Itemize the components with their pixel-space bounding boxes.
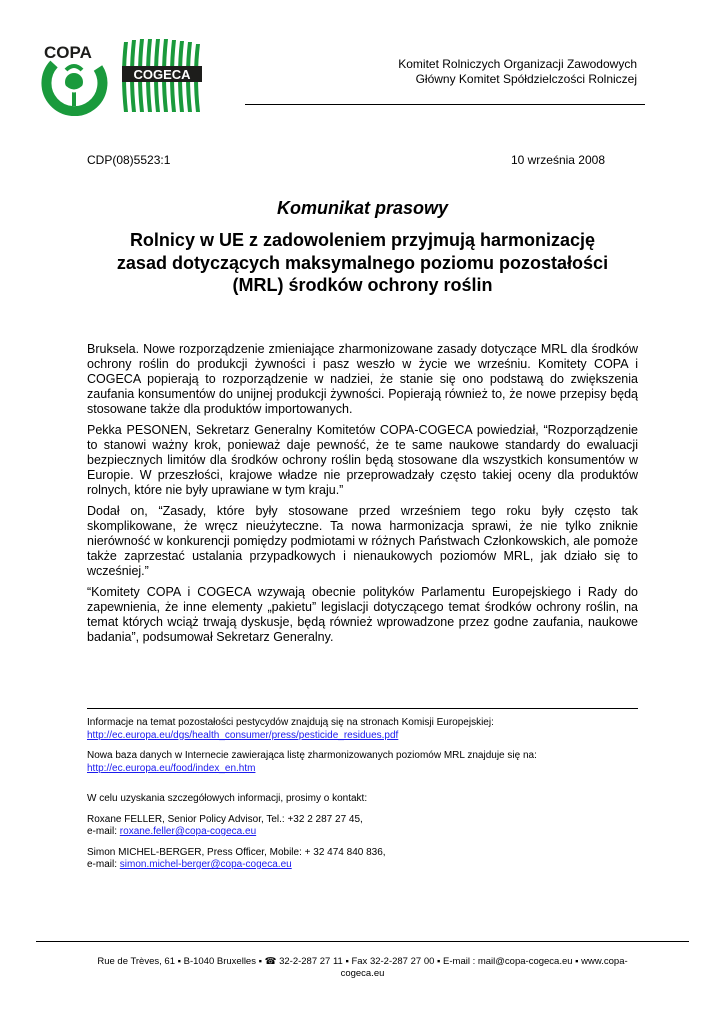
- note-1-link[interactable]: http://ec.europa.eu/dgs/health_consumer/press/pesticide_residues.pdf: [87, 729, 399, 741]
- footer-address-line-2: cogeca.eu: [340, 968, 385, 979]
- org-line-1: Komitet Rolniczych Organizacji Zawodowych: [398, 57, 637, 71]
- page-footer: [36, 956, 689, 980]
- note-1: [87, 717, 647, 742]
- footer-address-line-1: Rue de Trèves, 61 ▪ B-1040 Bruxelles ▪ ☎ 32-2-287 27 11 ▪ Fax 32-2-287 27 00 ▪ E-mail : mail@copa-cogeca.eu ▪ www.copa-: [97, 956, 628, 967]
- copa-cogeca-logo: [36, 36, 216, 116]
- body-paragraph-4: “Komitety COPA i COGECA wzywają obecnie polityków Parlamentu Europejskiego i Rady do zapewnienia, że inne elementy „pakietu” legislacji dotyczącego temat środków ochrony roślin, na temat których wciąż trwają dyskusje, będą również wprowadzone przez godne zaufania, naukowe badania”, podsumował Sekretarz Generalny.: [87, 585, 638, 644]
- body-paragraph-2: Pekka PESONEN, Sekretarz Generalny Komitetów COPA-COGECA powiedział, “Rozporządzenie to stanowi ważny krok, ponieważ daje pewność, że te same naukowe standardy do ewaluacji bezpiecznych limitów dla środków ochrony roślin będą stosowane dla wszystkich konsumentów w Europie. W przeszłości, krajowe władze nie przeprowadzały często takiej oceny dla produktów rolnych, które nie były uprawiane w tym kraju.”: [87, 423, 638, 497]
- notes-divider: [87, 708, 638, 709]
- contact-1-email-link[interactable]: roxane.feller@copa-cogeca.eu: [119, 826, 257, 837]
- contact-2-email-label: e-mail:: [87, 859, 118, 870]
- notes-section: [87, 717, 647, 880]
- logo-graphic: [36, 36, 216, 116]
- header-divider: [245, 104, 645, 105]
- contact-1-line: Roxane FELLER, Senior Policy Advisor, Tel.: +32 2 287 27 45,: [87, 813, 363, 825]
- document-date: 10 września 2008: [510, 153, 605, 167]
- press-release-label: Komunikat prasowy: [276, 198, 449, 218]
- org-line-2: Główny Komitet Spółdzielczości Rolniczej: [415, 72, 637, 86]
- contact-intro: W celu uzyskania szczegółowych informacji, prosimy o kontakt:: [87, 793, 368, 804]
- footer-divider: [36, 941, 689, 942]
- body-paragraph-1: Bruksela. Nowe rozporządzenie zmieniające zharmonizowane zasady dotyczące MRL dla środków ochrony roślin do produkcji żywności i pasz weszło w życie we wrześniu. Komitety COPA i COGECA popierają to rozporządzenie w nadziei, że stanie się ono podstawą do zwiększenia zaufania konsumentów do unijnej produkcji żywności. Popierają również to, że nowe przepisy będą stosowane także dla produktów importowanych.: [87, 342, 638, 416]
- contact-1-email-label: e-mail:: [87, 826, 118, 837]
- copa-wordmark: COPA: [44, 43, 92, 62]
- document-reference: CDP(08)5523:1: [87, 153, 171, 167]
- note-2: [87, 750, 647, 775]
- contact-2-line: Simon MICHEL-BERGER, Press Officer, Mobile: + 32 474 840 836,: [87, 846, 386, 858]
- headline-line-3: (MRL) środków ochrony roślin: [232, 275, 493, 295]
- article-body: [87, 342, 638, 651]
- contact-2: [87, 847, 647, 872]
- note-2-link[interactable]: http://ec.europa.eu/food/index_en.htm: [87, 762, 256, 774]
- headline-line-2: zasad dotyczących maksymalnego poziomu pozostałości: [116, 252, 609, 273]
- body-paragraph-3: Dodał on, “Zasady, które były stosowane przed wrześniem tego roku były często tak skomplikowane, że wręcz nieużyteczne. Ta nowa harmonizacja sprawi, że nie tylko zniknie nierówność w konkurencji pomiędzy podmiotami w różnych Państwach Członkowskich, ale pomoże także zaprzestać ustalania przypadkowych i nienaukowych poziomów MRL, jak działo się to wcześniej.”: [87, 504, 638, 578]
- contact-2-email-link[interactable]: simon.michel-berger@copa-cogeca.eu: [119, 859, 292, 870]
- note-2-text: Nowa baza danych w Internecie zawierająca listę zharmonizowanych poziomów MRL znajduje się na:: [87, 750, 537, 761]
- cogeca-wordmark: COGECA: [133, 67, 191, 82]
- headline-line-1: Rolnicy w UE z zadowoleniem przyjmują harmonizację: [129, 230, 596, 250]
- organization-names: [398, 57, 637, 87]
- headline: [80, 229, 645, 297]
- note-1-text: Informacje na temat pozostałości pestycydów znajdują się na stronach Komisji Europejskiej:: [87, 717, 494, 728]
- contact-1: [87, 814, 647, 839]
